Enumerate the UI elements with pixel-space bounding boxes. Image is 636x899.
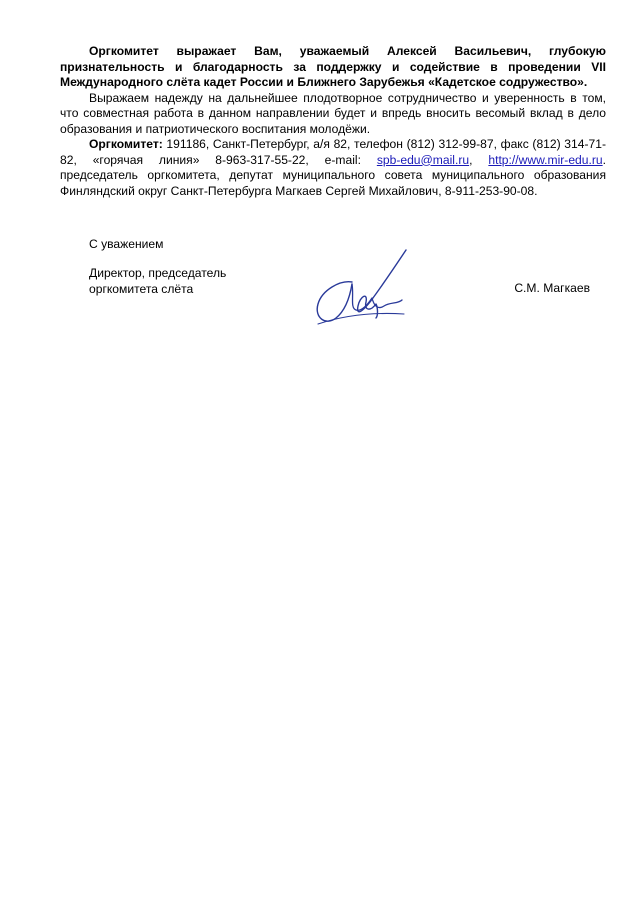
closing-phrase: С уважением (89, 237, 164, 251)
handwritten-signature (312, 246, 416, 330)
signatory-name: С.М. Магкаев (514, 281, 590, 295)
email-link[interactable]: spb-edu@mail.ru (376, 152, 470, 167)
contacts-separator: , (469, 152, 489, 167)
signatory-title-line1: Директор, председатель (89, 266, 227, 280)
website-link[interactable]: http://www.mir-edu.ru (488, 152, 603, 167)
orgcommittee-label: Оргкомитет: (89, 137, 163, 151)
gratitude-paragraph: Оргкомитет выражает Вам, уважаемый Алексей Васильевич, глубокую признательность и благодарность за поддержку и содействие в проведении VII Международного слёта кадет России и Ближнего Зарубежья «Кадетское содружество». (60, 44, 606, 89)
signatory-title (89, 266, 226, 297)
letter-body (60, 44, 606, 199)
signatory-title-line2: оргкомитета слёта (89, 281, 194, 296)
contacts-text: 191186, Санкт-Петербург, а/я 82, телефон (812) 312-99-87, факс (812) 314-71-82, «горячая линия» 8-963-317-55-22, e-mail: (60, 137, 606, 167)
chairman-text: . председатель оргкомитета, депутат муниципального совета муниципального образования Финляндский округ Санкт-Петербурга Магкаев Сергей Михайлович, 8-911-253-90-08. (60, 152, 606, 198)
contacts-paragraph (60, 137, 606, 199)
hope-paragraph: Выражаем надежду на дальнейшее плодотворное сотрудничество и уверенность в том, что совместная работа в данном направлении будет и впредь вносить весомый вклад в дело образования и патриотического воспитания молодёжи. (60, 90, 606, 136)
